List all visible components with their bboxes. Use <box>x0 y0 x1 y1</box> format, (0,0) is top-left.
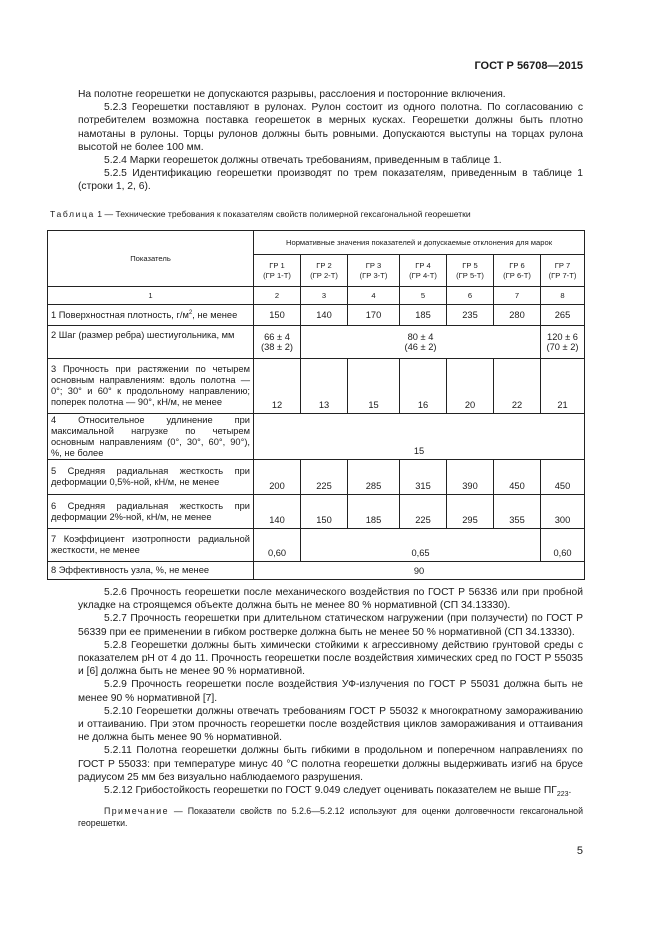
table-caption-text: 1 — Технические требования к показателям свойств полимерной гексагональной георешетки <box>94 209 471 219</box>
cell-value: 200 <box>254 460 301 495</box>
header-grade <box>254 255 301 287</box>
cell-value <box>254 326 301 359</box>
row-label: 6 Средняя радиальная жесткость при деформации 2%-ной, кН/м, не менее <box>48 495 254 529</box>
spec-table <box>47 230 585 580</box>
value-sub: (70 ± 2) <box>546 342 579 352</box>
paragraph-5-2-6: 5.2.6 Прочность георешетки после механического воздействия по ГОСТ Р 56336 или при пробной укладке на строящемся объекте должна быть не менее 80 % нормативной (СП 34.13330). <box>78 587 583 612</box>
value-sub: (46 ± 2) <box>404 342 437 352</box>
column-number: 8 <box>541 287 585 305</box>
cell-value: 225 <box>400 495 447 529</box>
note-text: — Показатели свойств по 5.2.6—5.2.12 используют для оценки долговечности гексагональной георешетки. <box>78 806 583 829</box>
column-number: 2 <box>254 287 301 305</box>
cell-value: 355 <box>494 495 541 529</box>
cell-value: 12 <box>254 359 301 414</box>
row-label: 2 Шаг (размер ребра) шестиугольника, мм <box>48 326 254 359</box>
column-number: 1 <box>48 287 254 305</box>
grade-name: ГР 3 <box>365 260 382 270</box>
grade-sub: (ГР 3-Т) <box>359 270 388 280</box>
cell-value: 185 <box>348 495 400 529</box>
value-main: 80 ± 4 <box>407 332 434 342</box>
cell-value: 22 <box>494 359 541 414</box>
cell-value: 265 <box>541 305 585 326</box>
grade-sub: (ГР 1-Т) <box>263 270 291 280</box>
cell-value: 16 <box>400 359 447 414</box>
grade-name: ГР 5 <box>462 260 478 270</box>
paragraph-5-2-4: 5.2.4 Марки георешеток должны отвечать требованиям, приведенным в таблице 1. <box>104 155 502 167</box>
paragraph-end: . <box>568 785 572 797</box>
cell-value: 140 <box>254 495 301 529</box>
table-caption <box>50 209 471 219</box>
cell-value: 0,65 <box>301 529 541 562</box>
header-norm-title: Нормативные значения показателей и допускаемые отклонения для марок <box>254 231 585 255</box>
grade-name: ГР 6 <box>509 260 525 270</box>
table-row <box>48 305 585 326</box>
row-label: 8 Эффективность узла, %, не менее <box>48 562 254 580</box>
cell-value: 300 <box>541 495 585 529</box>
cell-value: 0,60 <box>254 529 301 562</box>
table-row <box>48 495 585 529</box>
paragraph-5-2-12 <box>78 784 583 801</box>
header-grade <box>348 255 400 287</box>
paragraph-5-2-9: 5.2.9 Прочность георешетки после воздействия УФ-излучения по ГОСТ Р 55031 должна быть не менее 90 % нормативной [7]. <box>78 679 583 704</box>
cell-value: 20 <box>447 359 494 414</box>
note-label: Примечание <box>104 806 169 817</box>
grade-name: ГР 7 <box>554 260 571 270</box>
table-row <box>48 359 585 414</box>
row-label-sup: 2 <box>188 310 193 317</box>
table-row <box>48 460 585 495</box>
column-number: 6 <box>447 287 494 305</box>
paragraph-5-2-11: 5.2.11 Полотна георешетки должны быть гибкими в продольном и поперечном направлениях по ГОСТ Р 55033: при температуре минус 40 °С полотна георешетки должны выдерживать изгиб на брусе радиусом 25 мм без визуально наблюдаемого разрушения. <box>78 745 583 783</box>
cell-value: 450 <box>541 460 585 495</box>
header-indicator: Показатель <box>48 231 254 287</box>
cell-value: 90 <box>254 562 585 580</box>
after-table-text <box>78 586 583 829</box>
cell-value: 450 <box>494 460 541 495</box>
grade-sub: (ГР 6-Т) <box>503 270 531 280</box>
header-grade <box>541 255 585 287</box>
cell-value: 235 <box>447 305 494 326</box>
cell-value: 15 <box>348 359 400 414</box>
grade-sub: (ГР 2-Т) <box>310 270 338 280</box>
table-row <box>48 562 585 580</box>
paragraph-5-2-7: 5.2.7 Прочность георешетки при длительном статическом нагружении (при ползучести) по ГОСТ Р 56339 при ее применении в гибком ростверке должна быть не менее 50 % нормативной (СП 34.13330). <box>78 613 583 638</box>
table-row <box>48 529 585 562</box>
column-number: 4 <box>348 287 400 305</box>
cell-value: 15 <box>254 414 585 460</box>
cell-value: 185 <box>400 305 447 326</box>
cell-value <box>301 326 541 359</box>
cell-value: 280 <box>494 305 541 326</box>
paragraph-5-2-10: 5.2.10 Георешетки должны отвечать требованиям ГОСТ Р 55032 к многократному замораживанию и оттаиванию. При этом прочность георешетки после воздействия циклов замораживания и оттаивания не должна быть менее 90 % нормативной. <box>78 705 583 744</box>
paragraph-5-2-3: 5.2.3 Георешетки поставляют в рулонах. Рулон состоит из одного полотна. По согласованию с потребителем возможна поставка георешеток в мерных кусках. Георешетки должны быть плотно намотаны в рулоны. Торцы рулонов должны быть ровными. Допускаются выступы на торцах рулона высотой не более 100 мм. <box>78 102 583 153</box>
cell-value: 295 <box>447 495 494 529</box>
column-number: 5 <box>400 287 447 305</box>
paragraph-5-2-8: 5.2.8 Георешетки должны быть химически стойкими к агрессивному действию грунтовой среды с показателем pH от 4 до 11. Прочность георешетки после воздействия химических сред по ГОСТ Р 55035 и [6] должна быть не менее 90 % нормативной. <box>78 639 583 678</box>
cell-value: 13 <box>301 359 348 414</box>
grade-sub: (ГР 7-Т) <box>548 270 577 280</box>
document-code: ГОСТ Р 56708—2015 <box>474 60 583 72</box>
row-label-text: 1 Поверхностная плотность, г/м <box>51 310 189 321</box>
header-grade <box>447 255 494 287</box>
cell-value: 285 <box>348 460 400 495</box>
grade-sub: (ГР 4-Т) <box>409 270 437 280</box>
page-number: 5 <box>576 845 583 857</box>
cell-value: 225 <box>301 460 348 495</box>
paragraph-subscript: 223 <box>556 791 569 799</box>
grade-sub: (ГР 5-Т) <box>456 270 484 280</box>
column-number: 3 <box>301 287 348 305</box>
value-main: 120 ± 6 <box>547 332 578 342</box>
cell-value: 315 <box>400 460 447 495</box>
grade-name: ГР 1 <box>269 260 285 270</box>
cell-value: 0,60 <box>541 529 585 562</box>
cell-value: 150 <box>254 305 301 326</box>
grade-name: ГР 4 <box>415 260 431 270</box>
paragraph: На полотне георешетки не допускаются разрывы, расслоения и посторонние включения. <box>78 89 506 100</box>
header-grade <box>494 255 541 287</box>
column-number: 7 <box>494 287 541 305</box>
cell-value <box>541 326 585 359</box>
row-label-text: , не менее <box>192 310 238 321</box>
table-row <box>48 326 585 359</box>
row-label <box>48 305 254 326</box>
cell-value: 170 <box>348 305 400 326</box>
paragraph-text: 5.2.12 Грибостойкость георешетки по ГОСТ 9.049 следует оценивать показателем не выше ПГ <box>104 785 557 797</box>
row-label: 4 Относительное удлинение при максимальной нагрузке по четырем основным направлениям (0°, 30°, 60°, 90°), %, не более <box>48 414 254 460</box>
table-row <box>48 414 585 460</box>
cell-value: 21 <box>541 359 585 414</box>
grade-name: ГР 2 <box>316 260 332 270</box>
header-grade <box>301 255 348 287</box>
value-sub: (38 ± 2) <box>261 342 293 352</box>
value-main: 66 ± 4 <box>264 332 290 342</box>
table-caption-label: Таблица <box>50 209 95 219</box>
cell-value: 150 <box>301 495 348 529</box>
row-label: 7 Коэффициент изотропности радиальной жесткости, не менее <box>48 529 254 562</box>
note <box>78 805 583 829</box>
cell-value: 140 <box>301 305 348 326</box>
intro-text <box>78 88 583 194</box>
header-grade <box>400 255 447 287</box>
paragraph-5-2-5: 5.2.5 Идентификацию георешетки производят по трем показателям, приведенным в таблице 1 (строки 1, 2, 6). <box>78 168 583 193</box>
row-label: 3 Прочность при растяжении по четырем основным направлениям: вдоль полотна — 0°; 30° и 60° к продольному направлению; поперек полотна — 90°, кН/м, не менее <box>48 359 254 414</box>
cell-value: 390 <box>447 460 494 495</box>
row-label: 5 Средняя радиальная жесткость при деформации 0,5%-ной, кН/м, не менее <box>48 460 254 495</box>
